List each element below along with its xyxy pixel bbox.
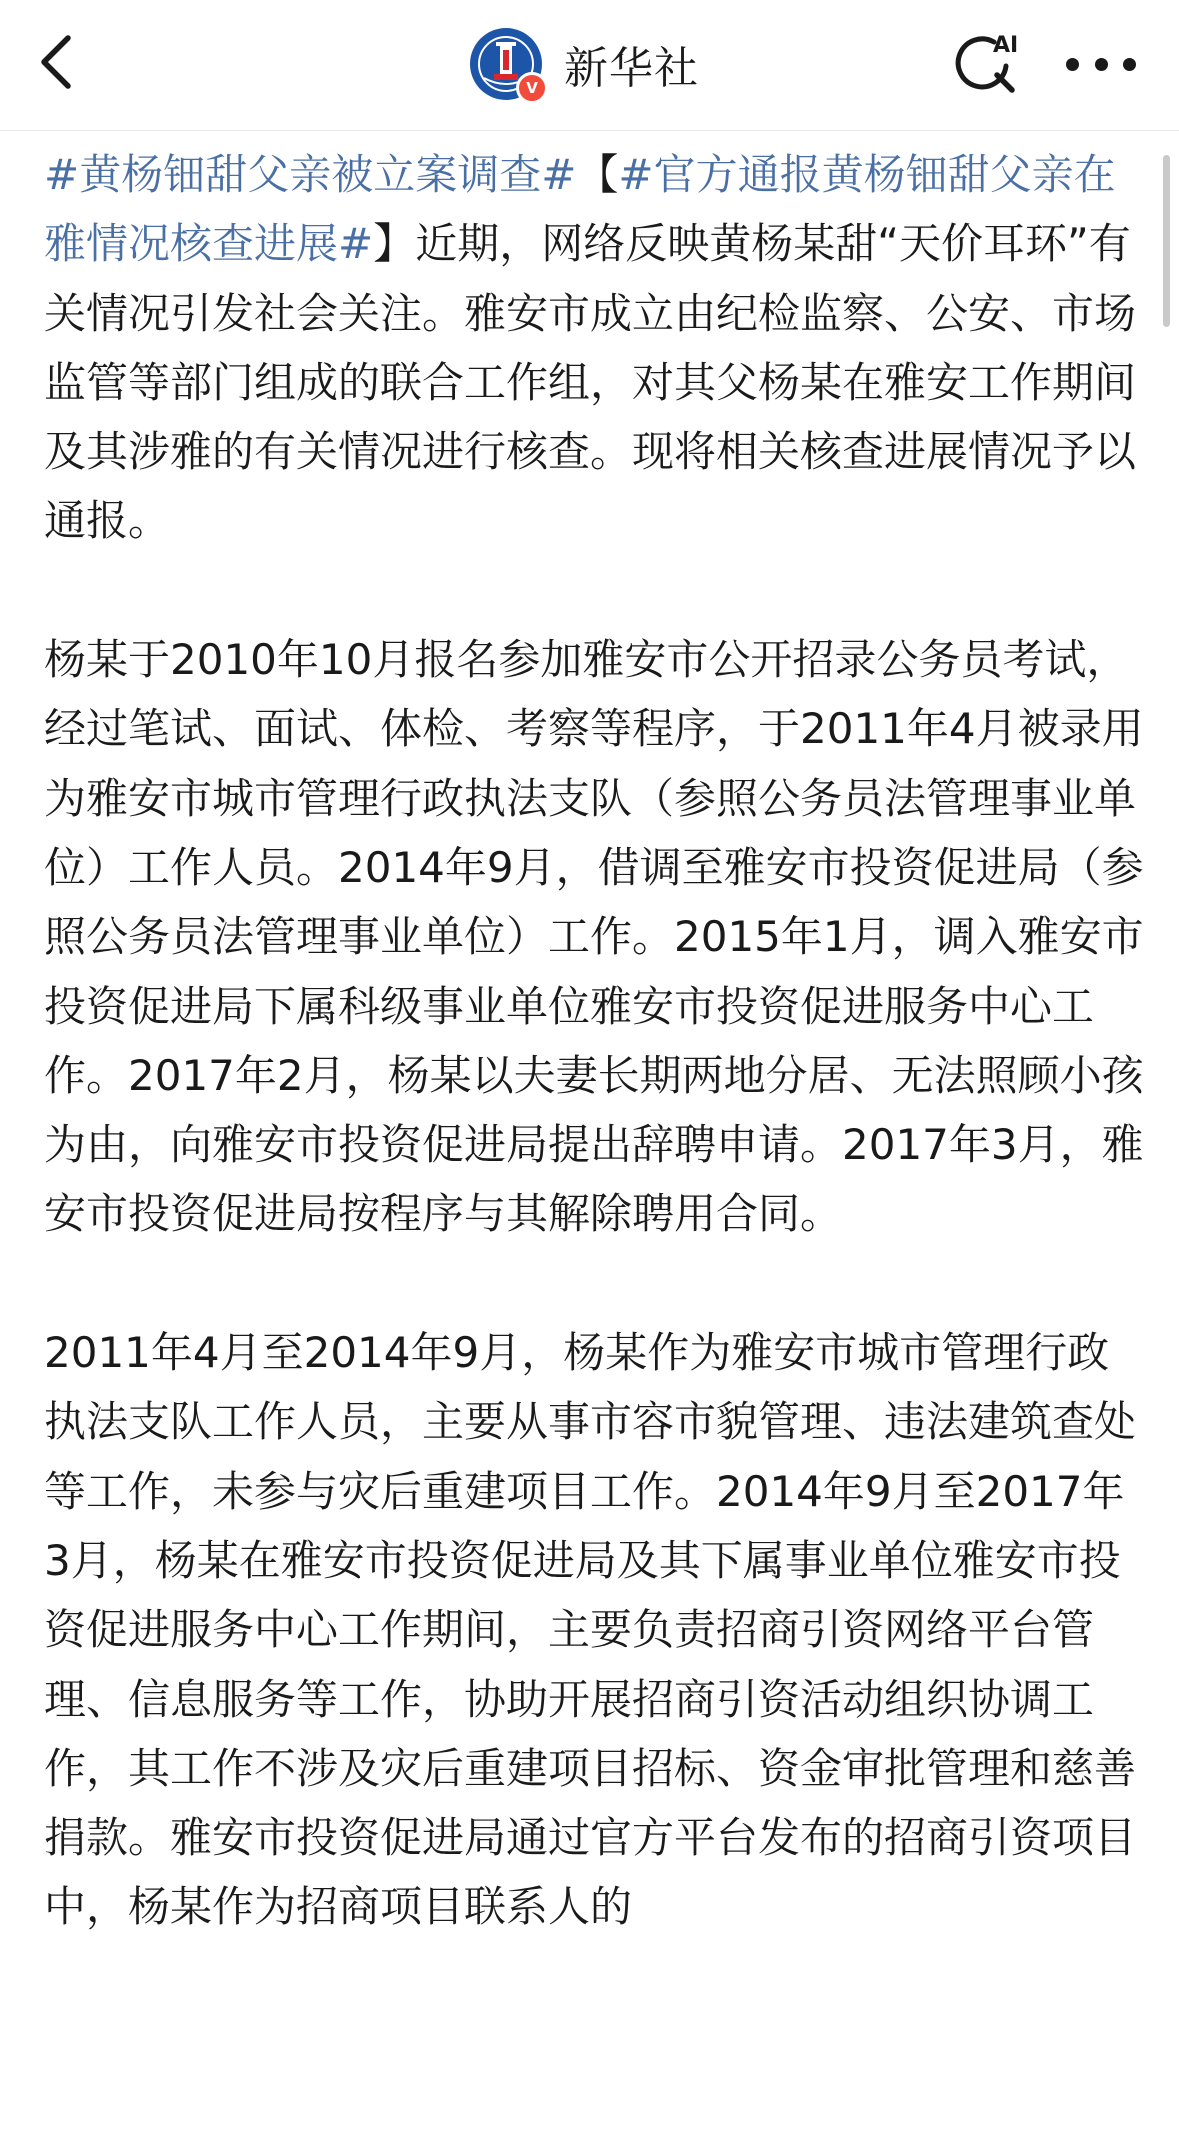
paragraph-1-text: 】近期，网络反映黄杨某甜“天价耳环”有关情况引发社会关注。雅安市成立由纪检监察、公安、市场监管等部门组成的联合工作组，对其父杨某在雅安工作期间及其涉雅的有关情况进行核查。现将相关核查进展情况予以通报。 xyxy=(44,219,1137,546)
paragraph-3: 2011年4月至2014年9月，杨某作为雅安市城市管理行政执法支队工作人员，主要从事市容市貌管理、违法建筑查处等工作，未参与灾后重建项目工作。2014年9月至2017年3月，杨某在雅安市投资促进局及其下属事业单位雅安市投资促进服务中心工作期间，主要负责招商引资网络平台管理、信息服务等工作，协助开展招商引资活动组织协调工作，其工作不涉及灾后重建项目招标、资金审批管理和慈善捐款。雅安市投资促进局通过官方平台发布的招商引资项目中，杨某作为招商项目联系人的 xyxy=(44,1328,1137,1932)
more-horizontal-icon xyxy=(1095,58,1108,71)
paragraph-2: 杨某于2010年10月报名参加雅安市公开招录公务员考试，经过笔试、面试、体检、考察等程序，于2011年4月被录用为雅安市城市管理行政执法支队（参照公务员法管理事业单位）工作人员。2014年9月，借调至雅安市投资促进局（参照公务员法管理事业单位）工作。2015年1月，调入雅安市投资促进局下属科级事业单位雅安市投资促进服务中心工作。2017年2月，杨某以夫妻长期两地分居、无法照顾小孩为由，向雅安市投资促进局提出辞聘申请。2017年3月，雅安市投资促进局按程序与其解除聘用合同。 xyxy=(44,635,1144,1239)
scrollbar-thumb[interactable] xyxy=(1163,155,1170,327)
hashtag-link-2[interactable]: #官方通报黄杨钿甜父亲在雅情况核查进展# xyxy=(44,150,1116,269)
account-avatar[interactable] xyxy=(470,28,542,100)
paragraph-1 xyxy=(44,140,1144,556)
more-options-button[interactable] xyxy=(1066,36,1136,92)
more-horizontal-icon xyxy=(1123,58,1136,71)
account-name[interactable]: 新华社 xyxy=(564,43,699,94)
more-horizontal-icon xyxy=(1066,58,1079,71)
ai-search-button[interactable] xyxy=(950,26,1026,102)
hashtag-link-1[interactable]: #黄杨钿甜父亲被立案调查# xyxy=(44,150,577,199)
bracket-open: 【 xyxy=(576,150,619,199)
top-nav-bar xyxy=(0,0,1179,131)
chevron-left-icon xyxy=(36,34,76,90)
account-title[interactable] xyxy=(470,26,699,102)
article-body xyxy=(44,140,1144,2011)
verified-badge: V xyxy=(516,72,548,104)
ai-search-icon xyxy=(950,26,1026,102)
ai-label: AI xyxy=(993,33,1019,58)
back-button[interactable] xyxy=(24,30,88,94)
